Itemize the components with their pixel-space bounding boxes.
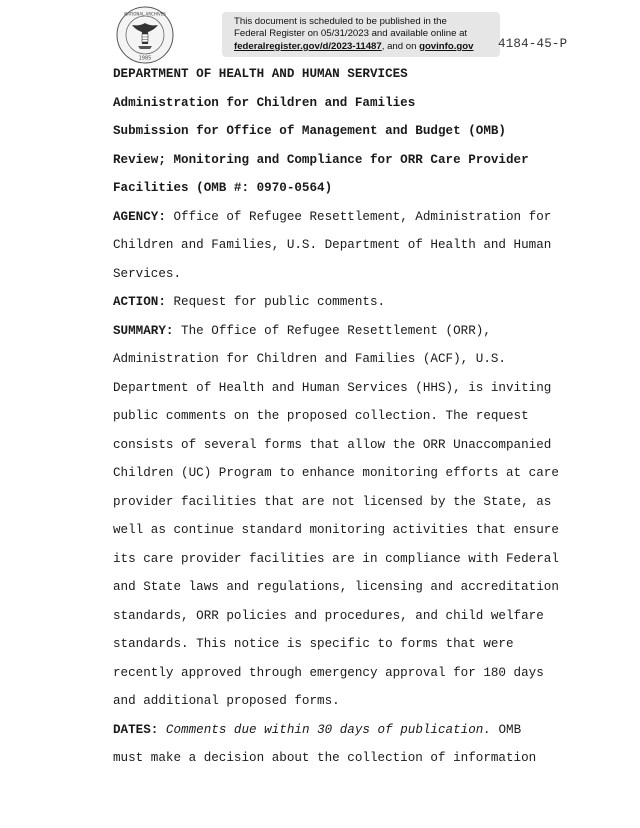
dates-line: must make a decision about the collection of information bbox=[113, 751, 537, 765]
banner-line-3 bbox=[234, 41, 500, 53]
dates-rest-text: OMB bbox=[490, 722, 522, 737]
summary-text: The Office of Refugee Resettlement (ORR), bbox=[173, 323, 491, 338]
dates-italic-text: Comments due within 30 days of publication. bbox=[158, 722, 491, 737]
seal-year: 1985 bbox=[138, 55, 152, 62]
govinfo-link[interactable]: govinfo.gov bbox=[419, 40, 474, 52]
banner-line-1: This document is scheduled to be published in the bbox=[234, 16, 447, 27]
publication-banner bbox=[222, 12, 500, 57]
federalregister-link[interactable]: federalregister.gov/d/2023-11487 bbox=[234, 40, 382, 52]
title-line: Submission for Office of Management and Budget (OMB) bbox=[113, 124, 506, 138]
document-number: 4184-45-P bbox=[498, 37, 568, 51]
title-line: Administration for Children and Families bbox=[113, 95, 416, 110]
summary-line: recently approved through emergency approval for 180 days bbox=[113, 665, 544, 680]
agency-text: Office of Refugee Resettlement, Administration for bbox=[165, 209, 552, 224]
document-body bbox=[113, 66, 563, 779]
dates-label: DATES: bbox=[113, 722, 159, 737]
summary-line: its care provider facilities are in compliance with Federal bbox=[113, 551, 559, 566]
agency-line bbox=[113, 209, 563, 238]
title-line: DEPARTMENT OF HEALTH AND HUMAN SERVICES bbox=[113, 67, 408, 81]
summary-line: and additional proposed forms. bbox=[113, 694, 340, 708]
agency-line: Children and Families, U.S. Department of Health and Human bbox=[113, 238, 552, 252]
summary-line: and State laws and regulations, licensing and accreditation bbox=[113, 580, 559, 594]
banner-line-2: Federal Register on 05/31/2023 and available online at bbox=[234, 28, 468, 40]
dates-line bbox=[113, 722, 563, 751]
action-text: Request for public comments. bbox=[165, 295, 386, 309]
title-line: Facilities (OMB #: 0970-0564) bbox=[113, 181, 333, 195]
svg-text:NATIONAL ARCHIVES: NATIONAL ARCHIVES bbox=[124, 11, 166, 17]
summary-line: consists of several forms that allow the ORR Unaccompanied bbox=[113, 437, 552, 452]
agency-line: Services. bbox=[113, 266, 182, 281]
banner-mid-text: , and on bbox=[381, 40, 420, 52]
summary-line: public comments on the proposed collection. The request bbox=[113, 409, 529, 423]
nara-seal-logo bbox=[116, 6, 174, 64]
action-label: ACTION: bbox=[113, 295, 166, 309]
summary-line: Department of Health and Human Services (HHS), is inviting bbox=[113, 380, 552, 395]
summary-line: provider facilities that are not licensed by the State, as bbox=[113, 494, 552, 509]
summary-line: well as continue standard monitoring activities that ensure bbox=[113, 523, 559, 537]
summary-line: standards. This notice is specific to forms that were bbox=[113, 637, 514, 651]
agency-label: AGENCY: bbox=[113, 209, 166, 224]
summary-line: Administration for Children and Families (ACF), U.S. bbox=[113, 352, 506, 366]
summary-line: Children (UC) Program to enhance monitoring efforts at care bbox=[113, 466, 559, 480]
summary-label: SUMMARY: bbox=[113, 323, 174, 338]
summary-line: standards, ORR policies and procedures, and child welfare bbox=[113, 608, 544, 623]
summary-line bbox=[113, 323, 563, 352]
action-line bbox=[113, 294, 563, 323]
title-line: Review; Monitoring and Compliance for ORR Care Provider bbox=[113, 152, 529, 167]
